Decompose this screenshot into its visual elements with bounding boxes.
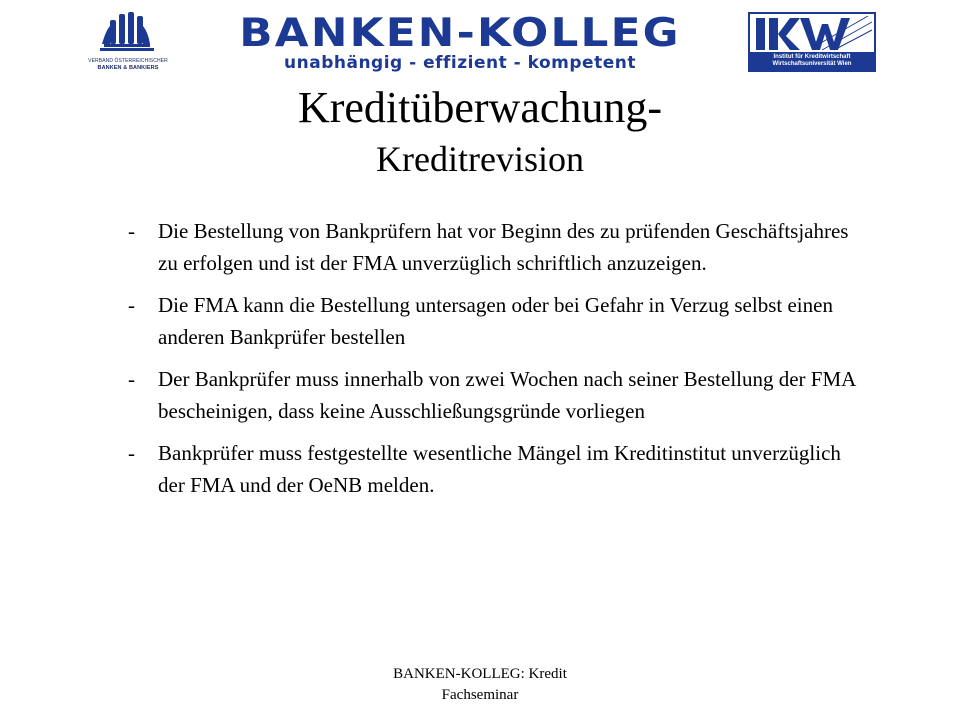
association-name-line1: VERBAND ÖSTERREICHISCHER: [88, 58, 168, 64]
building-columns-icon: [72, 8, 184, 58]
brand-tagline: unabhängig - effizient - kompetent: [284, 53, 636, 73]
banken-kolleg-wordmark: [200, 12, 720, 74]
bullet-item: [128, 215, 858, 279]
association-logo: [72, 8, 184, 74]
bullet-item: [128, 289, 858, 353]
footer-line1: BANKEN-KOLLEG: Kredit: [393, 666, 567, 682]
bullet-list: [128, 215, 858, 511]
bullet-marker: -: [128, 293, 135, 317]
association-name-line2: BANKEN & BANKIERS: [97, 65, 159, 71]
bullet-marker: -: [128, 367, 135, 391]
institute-logo: [748, 12, 876, 72]
footer-line2: Fachseminar: [441, 687, 519, 703]
bullet-text: Die Bestellung von Bankprüfern hat vor Beginn des zu prüfenden Geschäftsjahres zu erfolgen und ist der FMA unverzüglich schriftlich anzuzeigen.: [158, 219, 849, 275]
slide-footer: [330, 664, 630, 706]
slide-title-line1: Kreditüberwachung-: [297, 83, 663, 132]
brand-name: BANKEN-KOLLEG: [239, 11, 681, 56]
slide-title: [0, 82, 960, 180]
bullet-item: [128, 437, 858, 501]
institute-name-line2: Wirtschaftsuniversität Wien: [772, 61, 852, 67]
bullet-text: Die FMA kann die Bestellung untersagen oder bei Gefahr in Verzug selbst einen anderen Bankprüfer bestellen: [158, 293, 833, 349]
bullet-item: [128, 363, 858, 427]
slide-title-line2: Kreditrevision: [376, 139, 584, 179]
bullet-marker: -: [128, 219, 135, 243]
bullet-marker: -: [128, 441, 135, 465]
institute-name-line1: Institut für Kreditwirtschaft: [773, 54, 851, 60]
bullet-text: Der Bankprüfer muss innerhalb von zwei Wochen nach seiner Bestellung der FMA bescheinigen, dass keine Ausschließungsgründe vorliegen: [158, 367, 856, 423]
bullet-text: Bankprüfer muss festgestellte wesentliche Mängel im Kreditinstitut unverzüglich der FMA und der OeNB melden.: [158, 441, 841, 497]
ikw-mark-icon: [750, 14, 874, 52]
